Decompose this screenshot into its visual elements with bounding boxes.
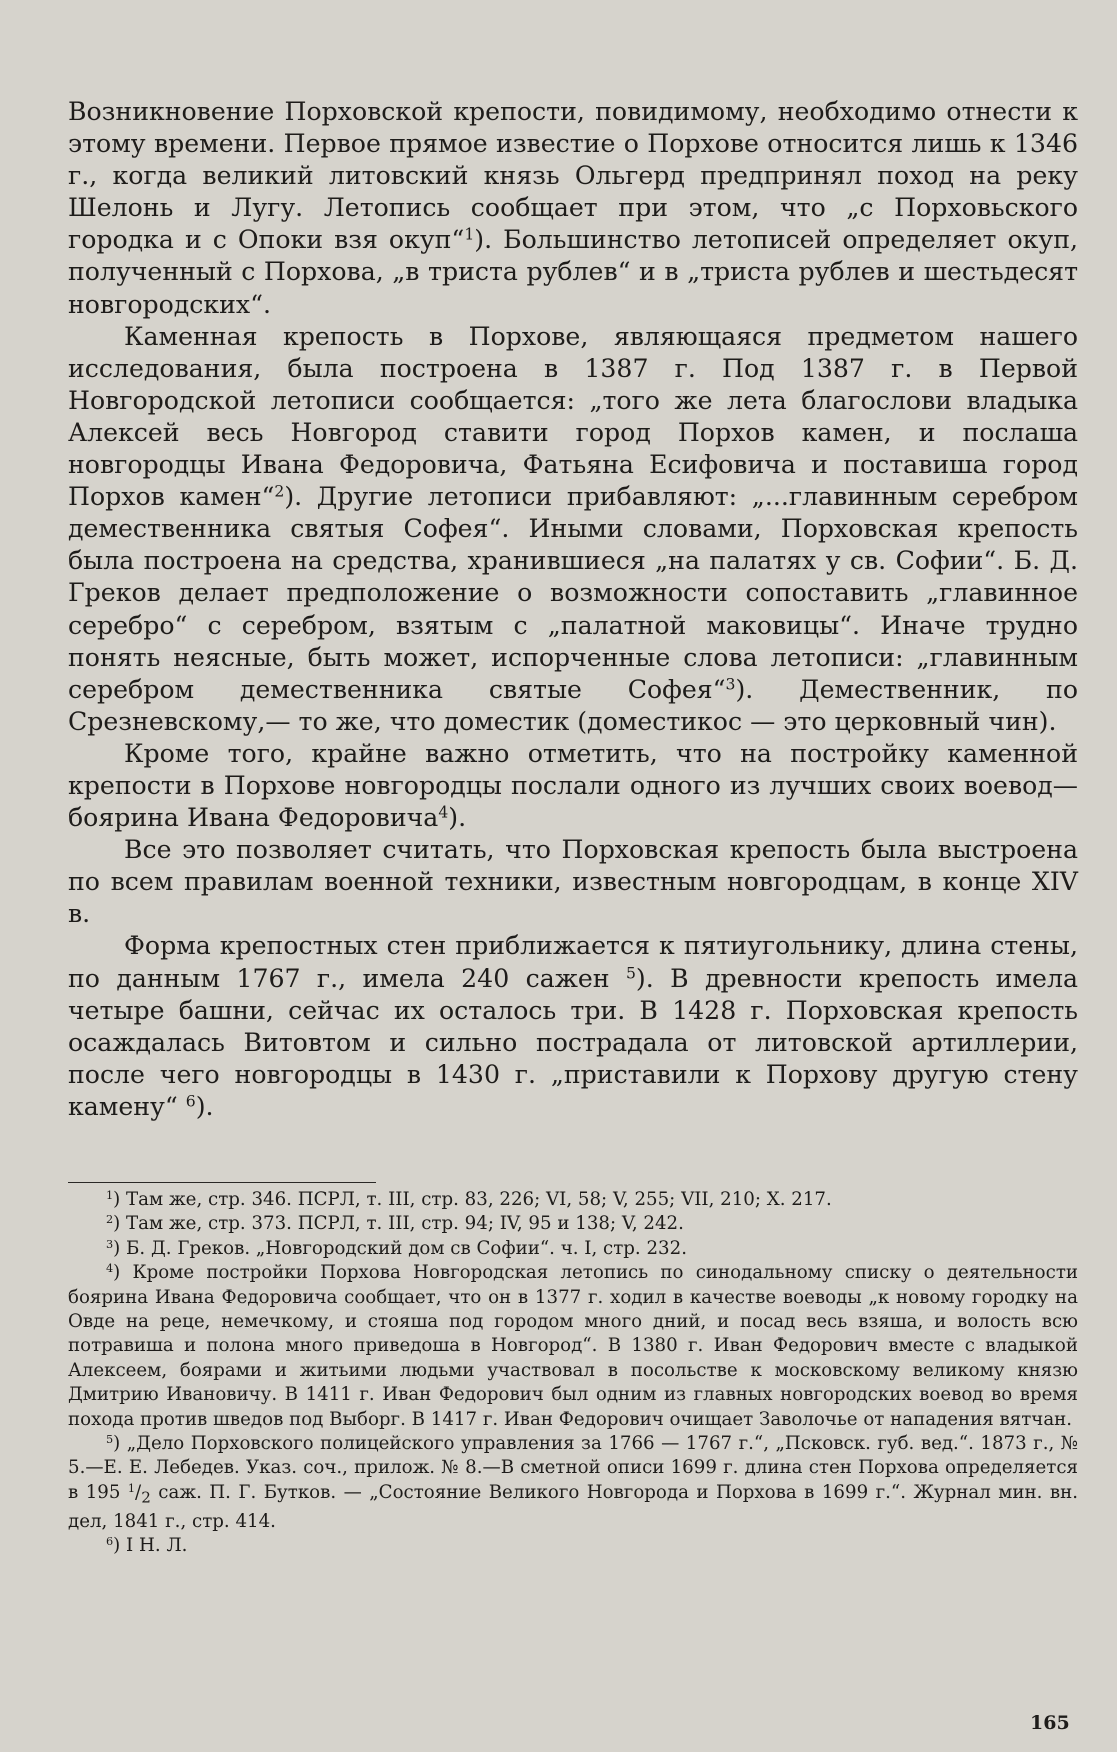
body-text: [68, 96, 1078, 1123]
footnote: [68, 1237, 1078, 1261]
text-run: ). Демественник, по Срезневскому,— то же, что доместик (доместикос — это церковный чин).: [68, 674, 1078, 736]
text-run: ).: [448, 803, 467, 833]
text-run: Форма крепостных стен приближается к пятиугольнику, длина стены, по данным 1767 г., имела 240 сажен: [68, 931, 1078, 993]
footnote: [68, 1432, 1078, 1534]
text-run: ). Другие летописи прибавляют: „...главинным серебром демественника святыя Софея“. Иными словами, Порховская крепость была построена на средства, хранившиеся „на палатях у св. Софии“. Б. Д. Греков делает предположение о возможности сопоставить „главинное серебро“ с серебром, взятым с „палатной маковицы“. Иначе трудно понять неясные, быть может, испорченные слова летописи: „главинным серебром демественника святые Софея“: [68, 482, 1078, 704]
text-run: ). Большинство летописей определяет окуп, полученный с Порхова, „в триста рублев“ и в „триста рублев и шестьдесят новгородских“.: [68, 225, 1079, 319]
text-run: ) „Дело Порховского полицейского управления за 1766 — 1767 г.“, „Псковск. губ. вед.“. 1873 г., № 5.—Е. Е. Лебедев. Указ. соч., прилож. № 8.—В сметной описи 1699 г. длина стен Порхова определяется в 195: [68, 1433, 1078, 1503]
text-run: /: [135, 1481, 142, 1503]
footnote-marker: 6: [185, 1092, 196, 1111]
footnote-marker: 4: [106, 1262, 114, 1276]
text-run: саж. П. Г. Бутков. — „Состояние Великого Новгорода и Порхова в 1699 г.“. Журнал мин. вн. дел, 1841 г., стр. 414.: [68, 1481, 1078, 1532]
page-number: 165: [1030, 1712, 1070, 1734]
text-run: ). В древности крепость имела четыре башни, сейчас их осталось три. В 1428 г. Порховская крепость осаждалась Витовтом и сильно пострадала от литовской артиллерии, после чего новгородцы в 1430 г. „приставили к Порхову другую стену камену“: [68, 963, 1078, 1121]
body-paragraph: [68, 321, 1078, 738]
text-run: Каменная крепость в Порхове, являющаяся предметом нашего исследования, была построена в 1387 г. Под 1387 г. в Первой Новгородской летописи сообщается: „того же лета благослови владыка Алексей весь Новгород ставити город Порхов камен, и послаша новгородцы Ивана Федоровича, Фатьяна Есифовича и поставиша город Порхов камен“: [68, 321, 1078, 512]
footnote-marker: 5: [625, 963, 636, 982]
text-run: ) Кроме постройки Порхова Новгородская летопись по синодальному списку о деятельности боярина Ивана Федоровича сообщает, что он в 1377 г. ходил в качестве воеводы „к новому городку на Овде на реце, немечкому, и стояша под городом много дний, и посад весь взяша, и волость всю потравиша и полона много приведоша в Новгород“. В 1380 г. Иван Федорович вместе с владыкой Алексеем, боярами и житьими людьми участвовал в посольстве к московскому великому князю Дмитрию Ивановичу. В 1411 г. Иван Федорович был одним из главных новгородских воевод во время похода против шведов под Выборг. В 1417 г. Иван Федорович очищает Заволочье от нападения вятчан.: [68, 1262, 1078, 1430]
fraction-denominator: 2: [141, 1488, 151, 1507]
text-run: Все это позволяет считать, что Порховская крепость была выстроена по всем правилам военной техники, известным новгородцам, в конце XIV в.: [68, 835, 1078, 929]
footnote-marker: 1: [127, 1481, 136, 1495]
text-run: Возникновение Порховской крепости, повидимому, необходимо отнести к этому времени. Первое прямое известие о Порхове относится лишь к 1346 г., когда великий литовский князь Ольгерд предпринял поход на реку Шелонь и Лугу. Летопись сообщает при этом, что „с Порховьского городка и с Опоки взя окуп“: [68, 97, 1078, 255]
footnote-marker: 6: [106, 1535, 114, 1549]
footnote: [68, 1534, 1078, 1558]
text-run: ) I Н. Л.: [113, 1535, 188, 1557]
footnote: [68, 1212, 1078, 1236]
footnotes: [68, 1188, 1078, 1559]
footnote-marker: 1: [106, 1188, 114, 1202]
footnote-marker: 2: [274, 482, 285, 501]
footnote-marker: 3: [106, 1237, 114, 1251]
body-paragraph: [68, 834, 1078, 930]
text-run: ).: [195, 1091, 214, 1121]
footnote-marker: 5: [106, 1432, 114, 1446]
footnote-marker: 2: [106, 1213, 114, 1227]
footnote-separator: [68, 1182, 376, 1183]
footnote-marker: 3: [725, 675, 736, 694]
footnote-marker: 1: [464, 225, 475, 244]
footnote: [68, 1261, 1078, 1432]
text-run: ) Б. Д. Греков. „Новгородский дом св Софии“. ч. I, стр. 232.: [113, 1237, 687, 1259]
text-run: Кроме того, крайне важно отметить, что на постройку каменной крепости в Порхове новгородцы послали одного из лучших своих воевод—боярина Ивана Федоровича: [68, 738, 1078, 833]
body-paragraph: [68, 930, 1078, 1123]
text-run: ) Там же, стр. 373. ПСРЛ, т. III, стр. 94; IV, 95 и 138; V, 242.: [113, 1213, 684, 1235]
body-paragraph: [68, 738, 1078, 834]
footnote-marker: 4: [438, 803, 449, 822]
footnote: [68, 1188, 1078, 1212]
body-paragraph: [68, 96, 1078, 321]
text-run: ) Там же, стр. 346. ПСРЛ, т. III, стр. 83, 226; VI, 58; V, 255; VII, 210; X. 217.: [113, 1189, 832, 1210]
